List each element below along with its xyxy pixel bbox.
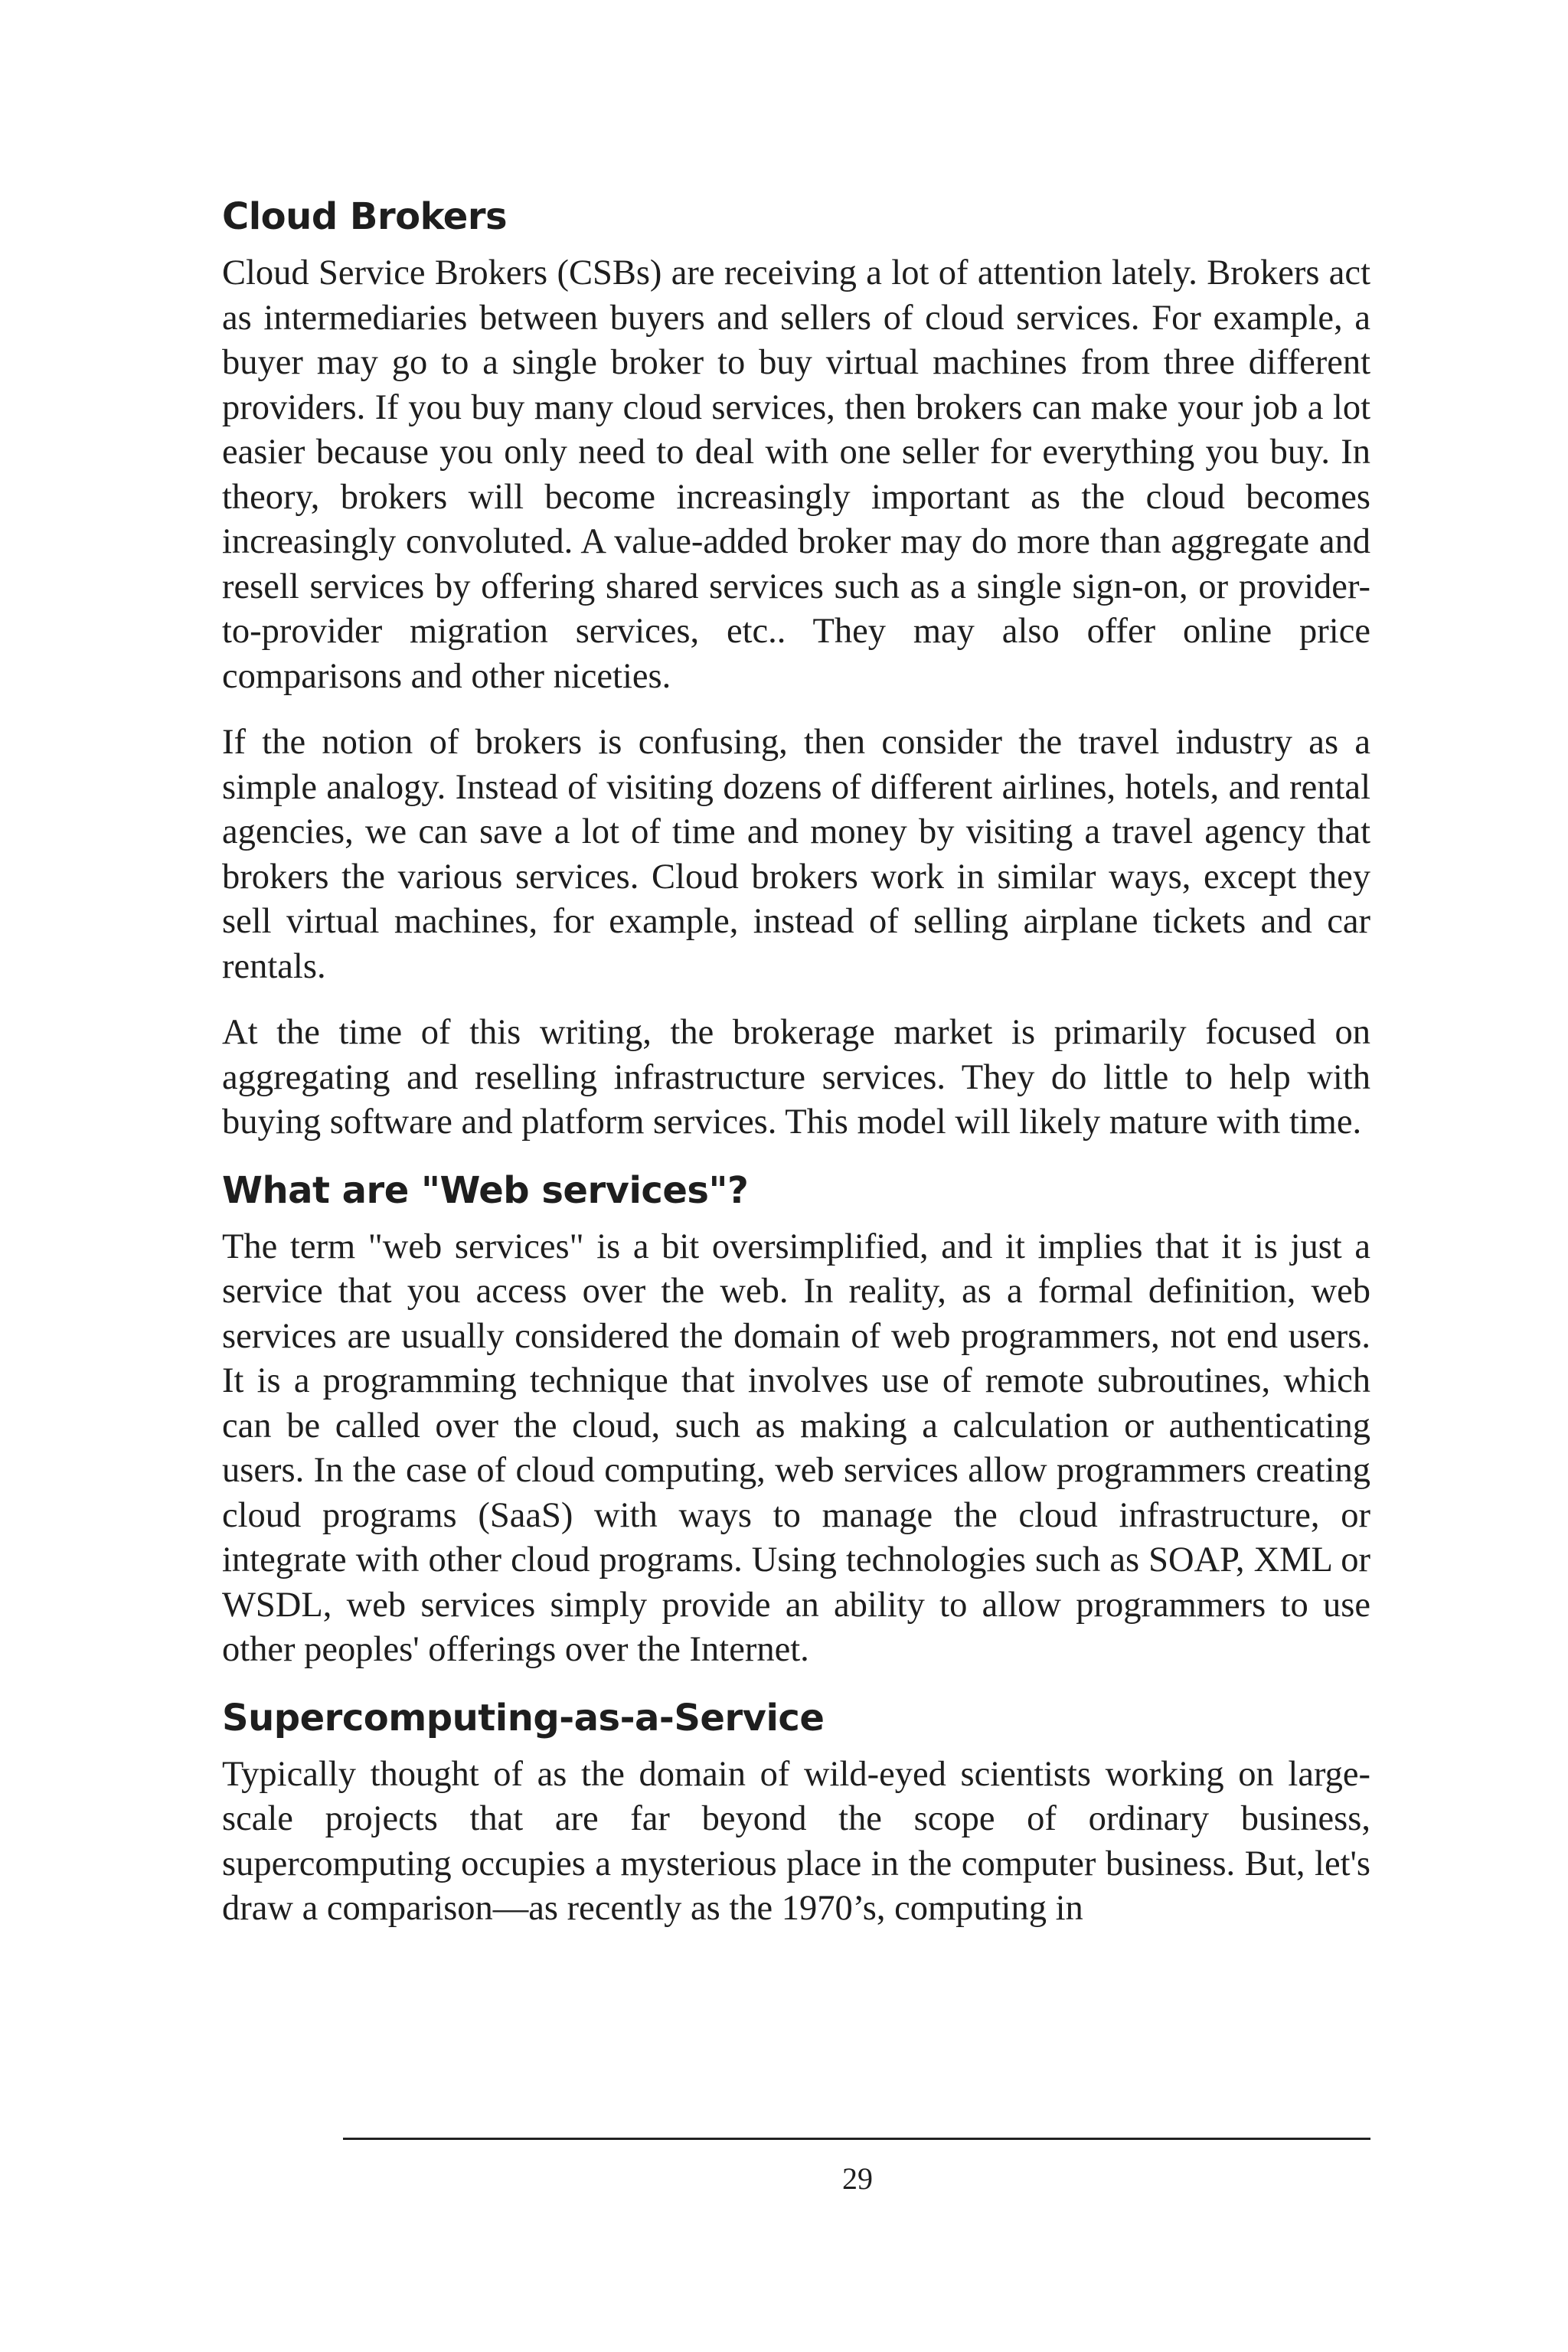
paragraph-cloud-brokers-2: If the notion of brokers is confusing, then consider the travel industry as a simple analogy. Instead of visiting dozens of different airlines, hotels, and rental agencies, we can save a lot of time and money by visiting a travel agency that brokers the various services. Cloud brokers work in similar ways, except they sell virtual machines, for example, instead of selling airplane tickets and car rentals. bbox=[222, 723, 1370, 986]
paragraph-supercomputing-1: Typically thought of as the domain of wild-eyed scientists working on large-scale projects that are far beyond the scope of ordinary business, supercomputing occupies a mysterious place in the computer business. But, let's draw a comparison—as recently as the 1970’s, computing in bbox=[222, 1754, 1370, 1928]
paragraph-cloud-brokers-1: Cloud Service Brokers (CSBs) are receiving a lot of attention lately. Brokers act as intermediaries between buyers and sellers of cloud services. For example, a buyer may go to a single broker to buy virtual machines from three different providers. If you buy many cloud services, then brokers can make your job a lot easier because you only need to deal with one seller for everything you buy. In theory, brokers will become increasingly important as the cloud becomes increasingly convoluted. A value-added broker may do more than aggregate and resell services by offering shared services such as a single sign-on, or provider-to-provider migration services, etc.. They may also offer online price comparisons and other niceties. bbox=[222, 253, 1370, 696]
paragraph-web-services-1: The term "web services" is a bit oversimplified, and it implies that it is just a service that you access over the web. In reality, as a formal definition, web services are usually considered the domain of web programmers, not end users. It is a programming technique that involves use of remote subroutines, which can be called over the cloud, such as making a calculation or authenticating users. In the case of cloud computing, web services allow programmers creating cloud programs (SaaS) with ways to manage the cloud infrastructure, or integrate with other cloud programs. Using technologies such as SOAP, XML or WSDL, web services simply provide an ability to allow programmers to use other peoples' offerings over the Internet. bbox=[222, 1227, 1370, 1669]
page-body bbox=[222, 193, 1370, 1953]
section-heading-supercomputing: Supercomputing-as-a-Service bbox=[222, 1696, 825, 1740]
footer-divider bbox=[343, 2138, 1370, 2140]
section-heading-web-services: What are "Web services"? bbox=[222, 1168, 749, 1212]
page-number: 29 bbox=[842, 2161, 873, 2196]
section-heading-cloud-brokers: Cloud Brokers bbox=[222, 195, 508, 238]
paragraph-cloud-brokers-3: At the time of this writing, the brokerage market is primarily focused on aggregating and reselling infrastructure services. They do little to help with buying software and platform services. This model will likely mature with time. bbox=[222, 1013, 1370, 1142]
